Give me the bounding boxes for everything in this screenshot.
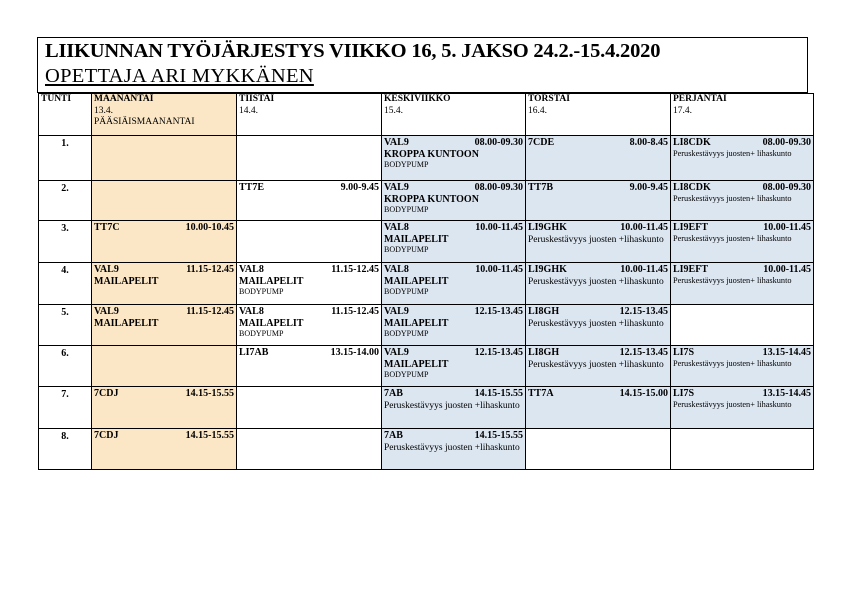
lesson-group: LI7S — [673, 347, 695, 358]
header-day-tuesday — [237, 94, 382, 136]
title-box — [37, 37, 808, 93]
day-date: 16.4. — [528, 105, 547, 116]
lesson-group: LI8CDK — [673, 182, 711, 193]
lesson-activity: MAILAPELIT — [94, 275, 159, 287]
lesson-activity: MAILAPELIT — [94, 317, 159, 329]
lesson-group: LI8GH — [528, 306, 560, 317]
schedule-row — [39, 136, 814, 181]
lesson-cell — [671, 429, 814, 470]
lesson-time: 9.00-9.45 — [340, 182, 379, 193]
tunti-cell — [39, 305, 92, 346]
lesson-activity: MAILAPELIT — [239, 275, 304, 287]
lesson-note: BODYPUMP — [384, 370, 429, 379]
lesson-note: Peruskestävyys juosten+ lihaskunto — [673, 399, 792, 409]
tunti-cell — [39, 263, 92, 305]
lesson-cell — [382, 263, 526, 305]
tunti-number: 4. — [61, 265, 69, 276]
lesson-heading — [94, 264, 234, 276]
lesson-cell — [237, 429, 382, 470]
lesson-cell — [671, 346, 814, 387]
lesson-group: LI8GH — [528, 347, 560, 358]
lesson-cell — [237, 181, 382, 221]
lesson-time: 8.00-8.45 — [629, 137, 668, 148]
lesson-cell — [671, 263, 814, 305]
day-name: KESKIVIIKKO — [384, 94, 451, 104]
lesson-cell — [237, 305, 382, 346]
lesson-heading — [673, 137, 811, 149]
lesson-heading — [528, 182, 668, 194]
day-name: TORSTAI — [528, 94, 570, 104]
schedule-row — [39, 387, 814, 429]
lesson-time: 11.15-12.45 — [331, 264, 379, 275]
lesson-note: BODYPUMP — [384, 329, 429, 338]
lesson-group: 7AB — [384, 388, 403, 399]
schedule-row — [39, 221, 814, 263]
lesson-heading — [384, 264, 523, 276]
lesson-cell — [382, 136, 526, 181]
lesson-time: 08.00-09.30 — [762, 182, 811, 193]
lesson-heading — [384, 137, 523, 149]
lesson-activity: MAILAPELIT — [239, 317, 304, 329]
lesson-heading — [528, 264, 668, 276]
lesson-note: BODYPUMP — [239, 287, 284, 296]
lesson-note: BODYPUMP — [384, 205, 429, 214]
lesson-group: LI7S — [673, 388, 695, 399]
lesson-cell — [92, 181, 237, 221]
lesson-time: 13.15-14.45 — [762, 388, 811, 399]
lesson-group: VAL9 — [384, 347, 409, 358]
lesson-time: 14.15-15.55 — [474, 388, 523, 399]
lesson-cell — [671, 221, 814, 263]
lesson-cell — [92, 305, 237, 346]
day-date: 13.4. — [94, 105, 113, 116]
lesson-group: 7AB — [384, 430, 403, 441]
lesson-heading — [384, 388, 523, 400]
lesson-cell — [382, 429, 526, 470]
lesson-group: TT7B — [528, 182, 554, 193]
lesson-heading — [384, 347, 523, 359]
lesson-time: 10.00-10.45 — [185, 222, 234, 233]
lesson-note: Peruskestävyys juosten +lihaskunto — [384, 400, 520, 411]
lesson-heading — [239, 347, 379, 359]
lesson-cell — [237, 387, 382, 429]
lesson-cell — [382, 181, 526, 221]
lesson-time: 10.00-11.45 — [475, 222, 523, 233]
lesson-note: Peruskestävyys juosten+ lihaskunto — [673, 148, 792, 158]
day-date: 17.4. — [673, 105, 692, 116]
lesson-heading — [384, 182, 523, 194]
lesson-heading — [528, 347, 668, 359]
lesson-heading — [239, 264, 379, 276]
lesson-group: 7CDJ — [94, 388, 119, 399]
schedule-row — [39, 263, 814, 305]
tunti-number: 5. — [61, 307, 69, 318]
lesson-cell — [671, 181, 814, 221]
teacher-name: OPETTAJA ARI MYKKÄNEN — [45, 65, 314, 87]
lesson-heading — [384, 222, 523, 234]
lesson-heading — [239, 306, 379, 318]
lesson-group: LI9EFT — [673, 264, 709, 275]
lesson-note: BODYPUMP — [384, 287, 429, 296]
lesson-time: 08.00-09.30 — [474, 182, 523, 193]
lesson-cell — [92, 429, 237, 470]
day-name: MAANANTAI — [94, 94, 154, 104]
lesson-cell — [671, 305, 814, 346]
lesson-time: 11.15-12.45 — [331, 306, 379, 317]
lesson-note: Peruskestävyys juosten+ lihaskunto — [673, 358, 792, 368]
lesson-cell — [237, 346, 382, 387]
tunti-cell — [39, 429, 92, 470]
lesson-cell — [92, 221, 237, 263]
lesson-heading — [673, 264, 811, 276]
tunti-number: 8. — [61, 431, 69, 442]
lesson-group: VAL9 — [384, 306, 409, 317]
lesson-activity: MAILAPELIT — [384, 233, 449, 245]
lesson-time: 10.00-11.45 — [763, 222, 811, 233]
lesson-group: VAL8 — [384, 264, 409, 275]
lesson-activity: KROPPA KUNTOON — [384, 193, 479, 205]
lesson-cell — [92, 346, 237, 387]
lesson-note: BODYPUMP — [384, 160, 429, 169]
lesson-heading — [528, 137, 668, 149]
lesson-group: VAL8 — [239, 306, 264, 317]
lesson-heading — [528, 388, 668, 400]
tunti-number: 6. — [61, 348, 69, 359]
day-extra: PÄÄSIÄISMAANANTAI — [94, 117, 195, 127]
lesson-heading — [384, 430, 523, 442]
day-name: TIISTAI — [239, 94, 275, 104]
lesson-cell — [526, 305, 671, 346]
tunti-cell — [39, 387, 92, 429]
lesson-time: 11.15-12.45 — [186, 264, 234, 275]
lesson-time: 10.00-11.45 — [475, 264, 523, 275]
lesson-group: TT7E — [239, 182, 265, 193]
lesson-heading — [673, 347, 811, 359]
lesson-note: Peruskestävyys juosten+ lihaskunto — [673, 275, 792, 285]
lesson-time: 14.15-15.00 — [619, 388, 668, 399]
lesson-time: 08.00-09.30 — [762, 137, 811, 148]
lesson-heading — [384, 306, 523, 318]
header-tunti: TUNTI — [39, 94, 92, 136]
lesson-group: 7CDE — [528, 137, 555, 148]
lesson-time: 14.15-15.55 — [185, 388, 234, 399]
lesson-heading — [673, 222, 811, 234]
lesson-group: LI8CDK — [673, 137, 711, 148]
header-day-thursday — [526, 94, 671, 136]
lesson-time: 12.15-13.45 — [474, 306, 523, 317]
lesson-activity: MAILAPELIT — [384, 317, 449, 329]
lesson-group: TT7C — [94, 222, 120, 233]
lesson-cell — [526, 181, 671, 221]
lesson-heading — [528, 306, 668, 318]
tunti-number: 2. — [61, 183, 69, 194]
lesson-cell — [92, 136, 237, 181]
tunti-number: 3. — [61, 223, 69, 234]
lesson-group: LI7AB — [239, 347, 269, 358]
tunti-number: 7. — [61, 389, 69, 400]
lesson-time: 10.00-11.45 — [763, 264, 811, 275]
lesson-note: BODYPUMP — [384, 245, 429, 254]
lesson-cell — [526, 387, 671, 429]
tunti-cell — [39, 181, 92, 221]
lesson-cell — [526, 346, 671, 387]
lesson-activity: MAILAPELIT — [384, 358, 449, 370]
lesson-time: 12.15-13.45 — [619, 306, 668, 317]
schedule-table — [38, 93, 814, 470]
lesson-cell — [237, 221, 382, 263]
lesson-time: 13.15-14.00 — [330, 347, 379, 358]
lesson-group: LI9GHK — [528, 222, 567, 233]
lesson-cell — [92, 387, 237, 429]
lesson-cell — [382, 221, 526, 263]
schedule-row — [39, 429, 814, 470]
lesson-group: VAL8 — [239, 264, 264, 275]
lesson-note: Peruskestävyys juosten +lihaskunto — [384, 442, 520, 453]
lesson-time: 08.00-09.30 — [474, 137, 523, 148]
lesson-note: BODYPUMP — [239, 329, 284, 338]
lesson-cell — [526, 136, 671, 181]
lesson-group: LI9EFT — [673, 222, 709, 233]
schedule-row — [39, 181, 814, 221]
lesson-note: Peruskestävyys juosten +lihaskunto — [528, 359, 664, 370]
lesson-time: 12.15-13.45 — [619, 347, 668, 358]
lesson-time: 12.15-13.45 — [474, 347, 523, 358]
lesson-heading — [239, 182, 379, 194]
schedule-row — [39, 305, 814, 346]
schedule-row — [39, 346, 814, 387]
lesson-heading — [528, 222, 668, 234]
header-row — [39, 94, 814, 136]
lesson-time: 13.15-14.45 — [762, 347, 811, 358]
lesson-cell — [382, 387, 526, 429]
day-date: 14.4. — [239, 105, 258, 116]
day-date: 15.4. — [384, 105, 403, 116]
lesson-time: 14.15-15.55 — [185, 430, 234, 441]
lesson-group: 7CDJ — [94, 430, 119, 441]
page-title: LIIKUNNAN TYÖJÄRJESTYS VIIKKO 16, 5. JAKSO 24.2.-15.4.2020 — [45, 40, 661, 62]
lesson-note: Peruskestävyys juosten +lihaskunto — [528, 318, 664, 329]
lesson-cell — [526, 263, 671, 305]
tunti-number: 1. — [61, 138, 69, 149]
lesson-group: VAL9 — [384, 137, 409, 148]
lesson-group: VAL9 — [94, 306, 119, 317]
lesson-heading — [94, 222, 234, 234]
lesson-heading — [673, 182, 811, 194]
tunti-cell — [39, 136, 92, 181]
day-name: PERJANTAI — [673, 94, 727, 104]
header-day-friday — [671, 94, 814, 136]
lesson-group: LI9GHK — [528, 264, 567, 275]
lesson-note: Peruskestävyys juosten +lihaskunto — [528, 276, 664, 287]
lesson-activity: MAILAPELIT — [384, 275, 449, 287]
lesson-time: 11.15-12.45 — [186, 306, 234, 317]
lesson-cell — [92, 263, 237, 305]
lesson-group: VAL9 — [384, 182, 409, 193]
lesson-heading — [94, 388, 234, 400]
lesson-group: VAL9 — [94, 264, 119, 275]
lesson-cell — [671, 387, 814, 429]
lesson-note: Peruskestävyys juosten+ lihaskunto — [673, 193, 792, 203]
tunti-cell — [39, 346, 92, 387]
lesson-heading — [94, 306, 234, 318]
lesson-activity: KROPPA KUNTOON — [384, 148, 479, 160]
lesson-cell — [237, 263, 382, 305]
header-day-wednesday — [382, 94, 526, 136]
lesson-time: 10.00-11.45 — [620, 222, 668, 233]
lesson-time: 9.00-9.45 — [629, 182, 668, 193]
lesson-cell — [671, 136, 814, 181]
lesson-cell — [382, 346, 526, 387]
tunti-cell — [39, 221, 92, 263]
lesson-group: TT7A — [528, 388, 554, 399]
lesson-note: Peruskestävyys juosten+ lihaskunto — [673, 233, 792, 243]
lesson-group: VAL8 — [384, 222, 409, 233]
lesson-cell — [237, 136, 382, 181]
lesson-cell — [382, 305, 526, 346]
lesson-time: 14.15-15.55 — [474, 430, 523, 441]
lesson-cell — [526, 429, 671, 470]
header-day-monday — [92, 94, 237, 136]
lesson-time: 10.00-11.45 — [620, 264, 668, 275]
lesson-cell — [526, 221, 671, 263]
lesson-heading — [94, 430, 234, 442]
lesson-heading — [673, 388, 811, 400]
lesson-note: Peruskestävyys juosten +lihaskunto — [528, 234, 664, 245]
